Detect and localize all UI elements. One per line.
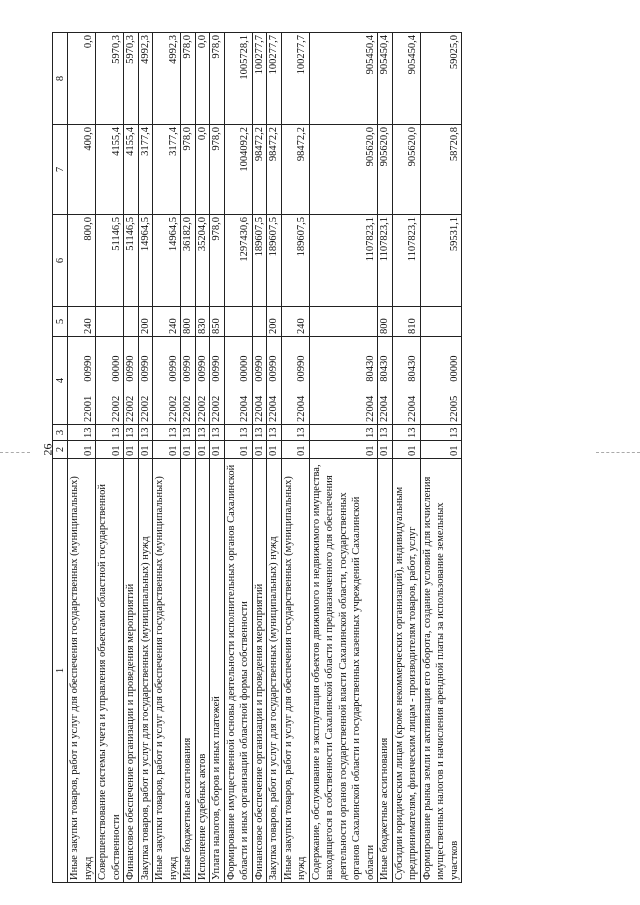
row-name: Закупка товаров, работ и услуг для государственных (муниципальных) нужд <box>138 459 153 883</box>
table-row <box>210 33 225 883</box>
cell-target-article <box>138 337 153 425</box>
target-article-direction-code: 80430 <box>407 355 418 382</box>
table-row <box>224 33 252 883</box>
cell-section: 01 <box>392 441 420 459</box>
cell-subsection: 13 <box>378 425 393 441</box>
cell-section: 01 <box>68 441 96 459</box>
table-row <box>68 33 96 883</box>
table-row <box>281 33 309 883</box>
cell-amount-col8: 1005728,1 <box>224 33 252 125</box>
column-header: 1 <box>53 459 68 883</box>
cell-amount-col8: 4992,3 <box>138 33 153 125</box>
cell-section: 01 <box>138 441 153 459</box>
cell-amount-col6: 51146,5 <box>124 215 139 307</box>
budget-table <box>52 32 462 883</box>
target-article-program-code: 22002 <box>125 395 136 422</box>
table-row <box>195 33 210 883</box>
cell-subsection: 13 <box>124 425 139 441</box>
cell-section: 01 <box>378 441 393 459</box>
column-header: 8 <box>53 33 68 125</box>
cell-section: 01 <box>281 441 309 459</box>
cell-target-article <box>68 337 96 425</box>
cell-amount-col8: 100277,7 <box>267 33 282 125</box>
target-article-program-code: 22004 <box>407 395 418 422</box>
table-row <box>420 33 462 883</box>
cell-expense-type <box>124 307 139 337</box>
cell-subsection: 13 <box>420 425 462 441</box>
cell-subsection: 13 <box>68 425 96 441</box>
cell-section: 01 <box>195 441 210 459</box>
row-name: Иные закупки товаров, работ и услуг для обеспечения государственных (муниципальных) нужд <box>281 459 309 883</box>
cell-amount-col6: 189607,5 <box>281 215 309 307</box>
target-article-program-code: 22002 <box>196 395 208 422</box>
target-article-program-code: 22004 <box>253 395 265 422</box>
cell-amount-col6: 1107823,1 <box>309 215 378 307</box>
table-row <box>252 33 267 883</box>
cell-amount-col8: 0,0 <box>68 33 96 125</box>
target-article-direction-code: 00000 <box>110 355 122 382</box>
column-header: 2 <box>53 441 68 459</box>
cell-subsection: 13 <box>210 425 225 441</box>
cell-amount-col6: 1107823,1 <box>378 215 393 307</box>
cell-amount-col6: 189607,5 <box>267 215 282 307</box>
target-article-program-code: 22002 <box>167 395 179 422</box>
cell-amount-col7: 3177,4 <box>153 125 181 215</box>
target-article-program-code: 22002 <box>139 395 151 422</box>
cell-expense-type: 240 <box>281 307 309 337</box>
row-name: Финансовое обеспечение организации и проведения мероприятий <box>124 459 139 883</box>
table-row <box>153 33 181 883</box>
table-row <box>267 33 282 883</box>
cell-target-article <box>195 337 210 425</box>
header-row <box>53 33 68 883</box>
cell-target-article <box>124 337 139 425</box>
row-name: Иные бюджетные ассигнования <box>181 459 196 883</box>
target-article-program-code: 22005 <box>448 395 460 422</box>
cell-amount-col7: 905620,0 <box>392 125 420 215</box>
cell-expense-type <box>224 307 252 337</box>
target-article-program-code: 22002 <box>182 395 193 422</box>
row-name: Исполнение судебных актов <box>195 459 210 883</box>
cell-amount-col7: 978,0 <box>210 125 225 215</box>
target-article-program-code: 22004 <box>364 395 376 422</box>
table-row <box>124 33 139 883</box>
cell-amount-col6: 1107823,1 <box>392 215 420 307</box>
cell-target-article <box>420 337 462 425</box>
cell-amount-col8: 905450,4 <box>309 33 378 125</box>
target-article-program-code: 22004 <box>268 395 279 422</box>
cell-target-article <box>153 337 181 425</box>
cell-target-article <box>96 337 124 425</box>
cell-amount-col6: 59531,1 <box>420 215 462 307</box>
rotated-table-container <box>52 33 586 883</box>
scan-margin-line <box>0 452 30 453</box>
cell-amount-col8: 0,0 <box>195 33 210 125</box>
cell-section: 01 <box>96 441 124 459</box>
row-name: Финансовое обеспечение организации и проведения мероприятий <box>252 459 267 883</box>
target-article-program-code: 22001 <box>82 395 94 422</box>
target-article-direction-code: 00990 <box>82 355 94 382</box>
cell-amount-col8: 4992,3 <box>153 33 181 125</box>
table-row <box>96 33 124 883</box>
cell-target-article <box>210 337 225 425</box>
cell-amount-col7: 3177,4 <box>138 125 153 215</box>
cell-section: 01 <box>309 441 378 459</box>
target-article-direction-code: 00990 <box>167 355 179 382</box>
cell-amount-col7: 4155,4 <box>96 125 124 215</box>
cell-section: 01 <box>210 441 225 459</box>
cell-target-article <box>281 337 309 425</box>
cell-expense-type: 240 <box>68 307 96 337</box>
row-name: Формирование имущественной основы деятельности исполнительных органов Сахалинской области и иных организаций областной формы собственности <box>224 459 252 883</box>
row-name: Иные закупки товаров, работ и услуг для обеспечения государственных (муниципальных) нужд <box>153 459 181 883</box>
cell-amount-col8: 5970,3 <box>124 33 139 125</box>
cell-expense-type <box>252 307 267 337</box>
target-article-direction-code: 00990 <box>139 355 151 382</box>
target-article-direction-code: 00990 <box>125 355 136 382</box>
cell-expense-type <box>420 307 462 337</box>
row-name: Совершенствование системы учета и управления объектами областной государственной собственности <box>96 459 124 883</box>
cell-amount-col7: 1004092,2 <box>224 125 252 215</box>
cell-amount-col8: 978,0 <box>181 33 196 125</box>
cell-amount-col6: 51146,5 <box>96 215 124 307</box>
scan-margin-line <box>596 452 640 453</box>
cell-section: 01 <box>124 441 139 459</box>
cell-amount-col7: 905620,0 <box>378 125 393 215</box>
cell-expense-type: 800 <box>181 307 196 337</box>
target-article-program-code: 22004 <box>296 395 307 422</box>
cell-expense-type: 240 <box>153 307 181 337</box>
row-name: Уплата налогов, сборов и иных платежей <box>210 459 225 883</box>
cell-expense-type: 850 <box>210 307 225 337</box>
cell-amount-col8: 978,0 <box>210 33 225 125</box>
cell-subsection: 13 <box>153 425 181 441</box>
target-article-direction-code: 80430 <box>364 355 376 382</box>
target-article-program-code: 22002 <box>110 395 122 422</box>
cell-amount-col6: 36182,0 <box>181 215 196 307</box>
cell-amount-col7: 978,0 <box>181 125 196 215</box>
cell-amount-col7: 98472,2 <box>267 125 282 215</box>
cell-target-article <box>224 337 252 425</box>
cell-amount-col7: 98472,2 <box>281 125 309 215</box>
target-article-direction-code: 80430 <box>379 355 390 382</box>
cell-amount-col8: 59025,0 <box>420 33 462 125</box>
cell-expense-type: 200 <box>267 307 282 337</box>
target-article-direction-code: 00990 <box>296 355 307 382</box>
cell-subsection: 13 <box>181 425 196 441</box>
target-article-program-code: 22002 <box>211 395 222 422</box>
cell-amount-col7: 4155,4 <box>124 125 139 215</box>
cell-subsection: 13 <box>267 425 282 441</box>
cell-target-article <box>392 337 420 425</box>
cell-expense-type <box>96 307 124 337</box>
row-name: Иные бюджетные ассигнования <box>378 459 393 883</box>
column-header: 4 <box>53 337 68 425</box>
target-article-direction-code: 00000 <box>239 355 250 382</box>
table-row <box>181 33 196 883</box>
cell-subsection: 13 <box>392 425 420 441</box>
row-name: Формирование рынка земли и активизация его оборота, создание условий для исчисления имущественных налогов и начисления арендной платы за использование земельных участков <box>420 459 462 883</box>
cell-target-article <box>181 337 196 425</box>
cell-amount-col7: 58720,8 <box>420 125 462 215</box>
cell-amount-col6: 35204,0 <box>195 215 210 307</box>
target-article-direction-code: 00990 <box>182 355 193 382</box>
cell-expense-type: 810 <box>392 307 420 337</box>
cell-amount-col6: 1297430,6 <box>224 215 252 307</box>
cell-section: 01 <box>420 441 462 459</box>
target-article-direction-code: 00990 <box>268 355 279 382</box>
column-header: 7 <box>53 125 68 215</box>
target-article-direction-code: 00000 <box>448 355 460 382</box>
cell-section: 01 <box>252 441 267 459</box>
cell-subsection: 13 <box>309 425 378 441</box>
target-article-program-code: 22004 <box>379 395 390 422</box>
cell-amount-col7: 400,0 <box>68 125 96 215</box>
row-name: Субсидии юридическим лицам (кроме некоммерческих организаций), индивидуальным предпринимателям, физическим лицам - производителям товаров, работ, услуг <box>392 459 420 883</box>
cell-amount-col7: 0,0 <box>195 125 210 215</box>
cell-section: 01 <box>181 441 196 459</box>
table-row <box>392 33 420 883</box>
column-header: 6 <box>53 215 68 307</box>
cell-expense-type: 830 <box>195 307 210 337</box>
page-number: 26 <box>40 443 55 456</box>
row-name: Закупка товаров, работ и услуг для государственных (муниципальных) нужд <box>267 459 282 883</box>
cell-amount-col6: 800,0 <box>68 215 96 307</box>
column-header: 5 <box>53 307 68 337</box>
cell-subsection: 13 <box>96 425 124 441</box>
table-row <box>138 33 153 883</box>
table-body <box>68 33 462 883</box>
column-header: 3 <box>53 425 68 441</box>
target-article-direction-code: 00990 <box>196 355 208 382</box>
cell-amount-col8: 100277,7 <box>281 33 309 125</box>
cell-subsection: 13 <box>224 425 252 441</box>
table-row <box>378 33 393 883</box>
cell-amount-col8: 905450,4 <box>378 33 393 125</box>
cell-subsection: 13 <box>195 425 210 441</box>
cell-subsection: 13 <box>252 425 267 441</box>
cell-expense-type <box>309 307 378 337</box>
cell-amount-col6: 189607,5 <box>252 215 267 307</box>
cell-amount-col6: 978,0 <box>210 215 225 307</box>
row-name: Иные закупки товаров, работ и услуг для обеспечения государственных (муниципальных) нужд <box>68 459 96 883</box>
cell-target-article <box>267 337 282 425</box>
cell-expense-type: 200 <box>138 307 153 337</box>
cell-target-article <box>309 337 378 425</box>
cell-section: 01 <box>153 441 181 459</box>
target-article-direction-code: 00990 <box>211 355 222 382</box>
target-article-program-code: 22004 <box>239 395 250 422</box>
cell-target-article <box>378 337 393 425</box>
target-article-direction-code: 00990 <box>253 355 265 382</box>
cell-amount-col7: 905620,0 <box>309 125 378 215</box>
cell-subsection: 13 <box>281 425 309 441</box>
cell-subsection: 13 <box>138 425 153 441</box>
cell-target-article <box>252 337 267 425</box>
cell-section: 01 <box>267 441 282 459</box>
cell-amount-col8: 100277,7 <box>252 33 267 125</box>
row-name: Содержание, обслуживание и эксплуатация объектов движимого и недвижимого имущества, находящегося в собственности Сахалинской области и предназначенного для обеспечения деятельности органов государственной власти Сахалинской области, государственных органов Сахалинской области и государственных казенных учреждений Сахалинской области <box>309 459 378 883</box>
cell-amount-col6: 14964,5 <box>138 215 153 307</box>
cell-amount-col7: 98472,2 <box>252 125 267 215</box>
cell-amount-col8: 5970,3 <box>96 33 124 125</box>
cell-amount-col6: 14964,5 <box>153 215 181 307</box>
table-row <box>309 33 378 883</box>
cell-section: 01 <box>224 441 252 459</box>
cell-amount-col8: 905450,4 <box>392 33 420 125</box>
cell-expense-type: 800 <box>378 307 393 337</box>
